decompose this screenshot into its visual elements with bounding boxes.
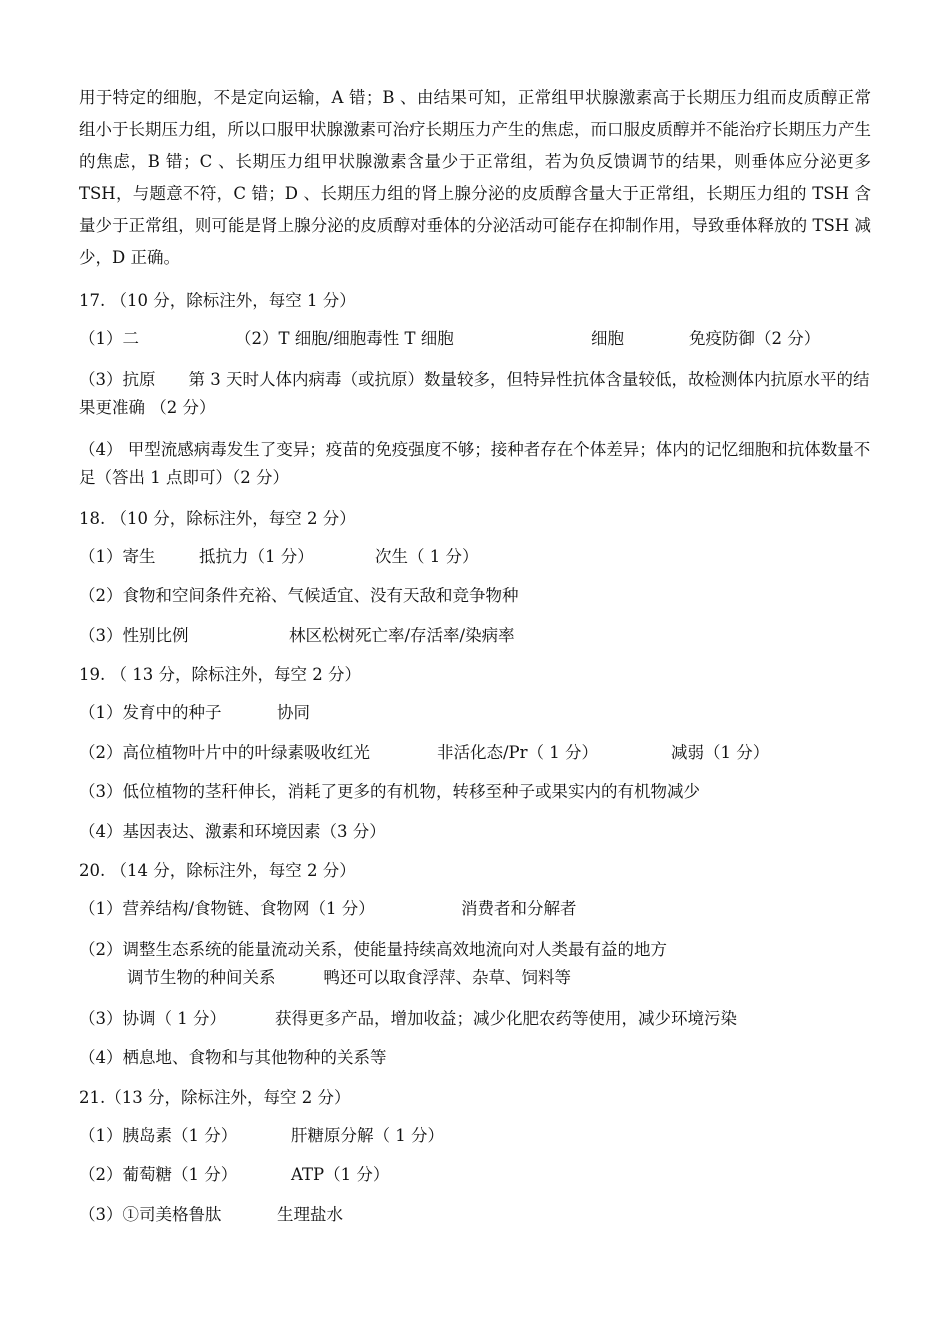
answer-key-page: [79, 82, 871, 1241]
q18-answer-1a: （1）寄生: [79, 546, 156, 566]
q21-answer-3a: （3）①司美格鲁肽: [79, 1204, 222, 1224]
q18-line-2: （2）食物和空间条件充裕、气候适宜、没有天敌和竞争物种: [79, 586, 519, 605]
q18-answer-3a: （3）性别比例: [79, 625, 189, 645]
q19-line-1: [79, 700, 871, 726]
q17-line-3: （3）抗原 第 3 天时人体内病毒（或抗原）数量较多，但特异性抗体含量较低，故检测体内抗原水平的结果更准确 （2 分）: [79, 369, 870, 417]
q20-line-4: （4）栖息地、食物和与其他物种的关系等: [79, 1048, 387, 1067]
q20-heading: 20. （14 分，除标注外，每空 2 分）: [79, 861, 356, 880]
q16-explanation: 用于特定的细胞，不是定向运输，A 错；B 、由结果可知，正常组甲状腺激素高于长期压力组而皮质醇正常组小于长期压力组，所以口服甲状腺激素可治疗长期压力产生的焦虑，而口服皮质醇并不能治疗长期压力产生的焦虑，B 错；C 、长期压力组甲状腺激素含量少于正常组，若为负反馈调节的结果，则垂体应分泌更多 TSH，与题意不符，C 错；D 、长期压力组的肾上腺分泌的皮质醇含量大于正常组，长期压力组的 TSH 含量少于正常组，则可能是肾上腺分泌的皮质醇对垂体的分泌活动可能存在抑制作用，导致垂体释放的 TSH 减少，D 正确。: [79, 88, 871, 267]
q21-answer-1b: 肝糖原分解（ 1 分）: [291, 1125, 444, 1145]
q17-answer-2: （2）T 细胞/细胞毒性 T 细胞: [235, 329, 454, 348]
q20-line-3: [79, 1006, 871, 1032]
q19-heading: 19. （ 13 分，除标注外，每空 2 分）: [79, 665, 361, 684]
q21-answer-2b: ATP（1 分）: [291, 1165, 390, 1184]
q20-answer-2a: （2）调整生态系统的能量流动关系，使能量持续高效地流向对人类最有益的地方: [79, 939, 667, 959]
q20-answer-2b: 调节生物的种间关系: [127, 967, 276, 987]
q19-answer-1a: （1）发育中的种子: [79, 703, 222, 722]
q18-line-3: [79, 623, 871, 649]
q18-answer-1c: 次生（ 1 分）: [375, 546, 479, 566]
q21-line-2: [79, 1162, 871, 1188]
q21-heading: 21.（13 分，除标注外，每空 2 分）: [79, 1087, 351, 1107]
q17-heading: 17. （10 分，除标注外，每空 1 分）: [79, 291, 356, 310]
q17-answer-1: （1）二: [79, 329, 139, 348]
q19-answer-2a: （2）高位植物叶片中的叶绿素吸收红光: [79, 742, 370, 762]
q17-answer-2c: 免疫防御（2 分）: [689, 329, 821, 348]
q19-answer-2c: 减弱（1 分）: [671, 742, 770, 762]
q18-answer-3b: 林区松树死亡率/存活率/染病率: [289, 625, 515, 645]
q19-answer-1b: 协同: [277, 703, 310, 722]
q17-answer-2b: 细胞: [591, 329, 624, 348]
q19-answer-2b: 非活化态/Pr（ 1 分）: [437, 742, 599, 762]
q21-line-3: [79, 1202, 871, 1228]
q20-answer-3a: （3）协调（ 1 分）: [79, 1008, 226, 1028]
q20-answer-3b: 获得更多产品，增加收益；减少化肥农药等使用，减少环境污染: [275, 1008, 737, 1028]
q20-answer-1a: （1）营养结构/食物链、食物网（1 分）: [79, 899, 375, 918]
q21-answer-3b: 生理盐水: [277, 1204, 343, 1224]
q20-line-2: [79, 936, 871, 992]
q21-line-1: [79, 1123, 871, 1149]
q20-answer-2b-line: [79, 964, 871, 992]
q19-line-2: [79, 740, 871, 766]
q19-line-4: （4）基因表达、激素和环境因素（3 分）: [79, 821, 386, 841]
q20-answer-1b: 消费者和分解者: [461, 899, 577, 918]
q18-line-1: [79, 544, 871, 570]
q17-line-4: （4） 甲型流感病毒发生了变异；疫苗的免疫强度不够；接种者存在个体差异；体内的记忆细胞和抗体数量不足（答出 1 点即可）（2 分）: [79, 439, 871, 487]
q19-line-3: （3）低位植物的茎秆伸长，消耗了更多的有机物，转移至种子或果实内的有机物减少: [79, 782, 700, 801]
q18-heading: 18. （10 分，除标注外，每空 2 分）: [79, 508, 356, 528]
q18-answer-1b: 抵抗力（1 分）: [199, 546, 314, 566]
q21-answer-1a: （1）胰岛素（1 分）: [79, 1125, 238, 1145]
q17-line-1: [79, 326, 871, 352]
q21-answer-2a: （2）葡萄糖（1 分）: [79, 1165, 238, 1184]
q20-answer-2c: 鸭还可以取食浮萍、杂草、饲料等: [323, 967, 571, 987]
q20-line-1: [79, 896, 871, 922]
